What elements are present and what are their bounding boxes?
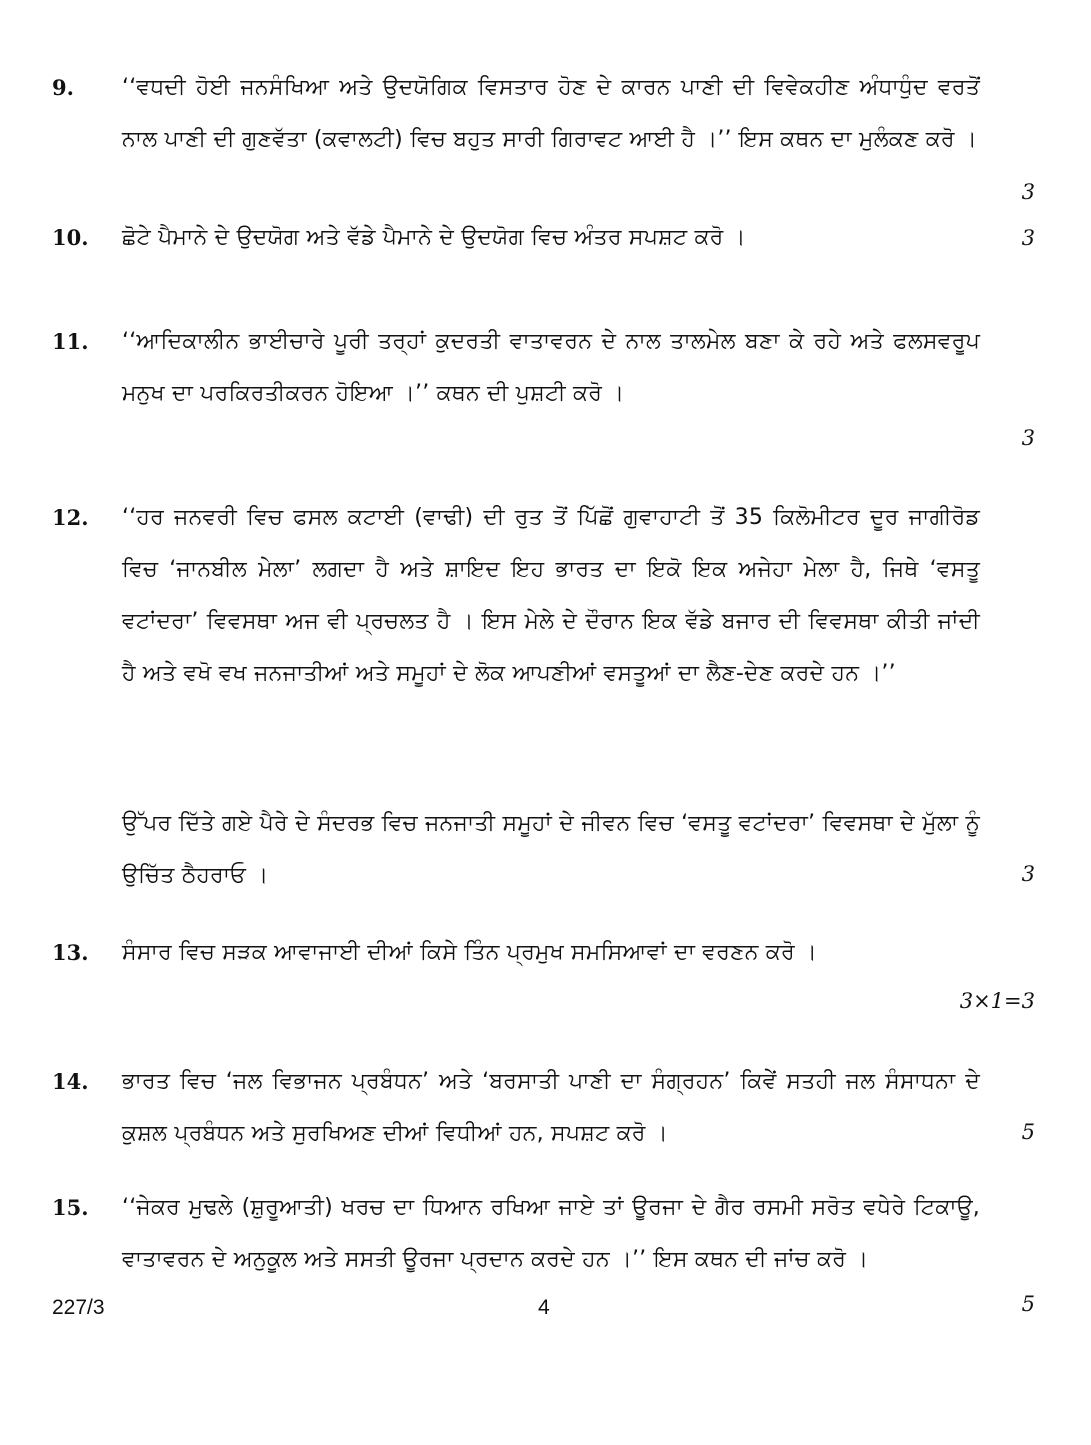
question-marks: 3 [1021, 862, 1035, 886]
question-text: ਭਾਰਤ ਵਿਚ ‘ਜਲ ਵਿਭਾਜਨ ਪ੍ਰਬੰਧਨ’ ਅਤੇ ‘ਬਰਸਾਤੀ ਪਾਣੀ ਦਾ ਸੰਗ੍ਰਹਨ’ ਕਿਵੇਂ ਸਤਹੀ ਜਲ ਸੰਸਾਧਨਾ ਦੇ ਕੁਸ਼ਲ ਪ੍ਰਬੰਧਨ ਅਤੇ ਸੁਰਖਿਅਣ ਦੀਆਂ ਵਿਧੀਆਂ ਹਨ, ਸਪਸ਼ਟ ਕਰੋ । [122, 1069, 980, 1146]
question-text: ‘‘ਜੇਕਰ ਮੁਢਲੇ (ਸ਼ੁਰੂਆਤੀ) ਖਰਚ ਦਾ ਧਿਆਨ ਰਖਿਆ ਜਾਏ ਤਾਂ ਊਰਜਾ ਦੇ ਗੈਰ ਰਸਮੀ ਸਰੋਤ ਵਧੇਰੇ ਟਿਕਾਊ, ਵਾਤਾਵਰਨ ਦੇ ਅਨੁਕੂਲ ਅਤੇ ਸਸਤੀ ਊਰਜਾ ਪ੍ਰਦਾਨ ਕਰਦੇ ਹਨ ।’’ ਇਸ ਕਥਨ ਦੀ ਜਾਂਚ ਕਰੋ । [122, 1195, 980, 1272]
question-marks: 3 [1021, 180, 1035, 204]
question-text: ਸੰਸਾਰ ਵਿਚ ਸੜਕ ਆਵਾਜਾਈ ਦੀਆਂ ਕਿਸੇ ਤਿੰਨ ਪ੍ਰਮੁਖ ਸਮਸਿਆਵਾਂ ਦਾ ਵਰਣਨ ਕਰੋ । [122, 940, 818, 965]
question-number: 9. [52, 75, 74, 100]
question-marks: 3×1=3 [959, 989, 1035, 1013]
paper-code: 227/3 [52, 1296, 105, 1319]
question-marks: 3 [1021, 226, 1035, 250]
question-number: 11. [52, 329, 89, 354]
question-marks: 3 [1021, 426, 1035, 450]
question-number: 13. [52, 940, 89, 965]
question-text: ‘‘ਹਰ ਜਨਵਰੀ ਵਿਚ ਫਸਲ ਕਟਾਈ (ਵਾਢੀ) ਦੀ ਰੁਤ ਤੋਂ ਪਿੱਛੋਂ ਗੁਵਾਹਾਟੀ ਤੋਂ 35 ਕਿਲੋਮੀਟਰ ਦੂਰ ਜਾਗੀਰੋਡ ਵਿਚ ‘ਜਾਨਬੀਲ ਮੇਲਾ’ ਲਗਦਾ ਹੈ ਅਤੇ ਸ਼ਾਇਦ ਇਹ ਭਾਰਤ ਦਾ ਇਕੋ ਇਕ ਅਜੇਹਾ ਮੇਲਾ ਹੈ, ਜਿਥੇ ‘ਵਸਤੂ ਵਟਾਂਦਰਾ’ ਵਿਵਸਥਾ ਅਜ ਵੀ ਪ੍ਰਚਲਤ ਹੈ । ਇਸ ਮੇਲੇ ਦੇ ਦੌਰਾਨ ਇਕ ਵੱਡੇ ਬਜਾਰ ਦੀ ਵਿਵਸਥਾ ਕੀਤੀ ਜਾਂਦੀ ਹੈ ਅਤੇ ਵਖੋ ਵਖ ਜਨਜਾਤੀਆਂ ਅਤੇ ਸਮੂਹਾਂ ਦੇ ਲੋਕ ਆਪਣੀਆਂ ਵਸਤੂਆਂ ਦਾ ਲੈਣ-ਦੇਣ ਕਰਦੇ ਹਨ ।’’ [122, 505, 980, 686]
page-number: 4 [538, 1296, 550, 1319]
question-marks: 5 [1021, 1292, 1035, 1316]
question-text: ਛੋਟੇ ਪੈਮਾਨੇ ਦੇ ਉਦਯੋਗ ਅਤੇ ਵੱਡੇ ਪੈਮਾਨੇ ਦੇ ਉਦਯੋਗ ਵਿਚ ਅੰਤਰ ਸਪਸ਼ਟ ਕਰੋ । [122, 225, 746, 250]
question-text: ‘‘ਆਦਿਕਾਲੀਨ ਭਾਈਚਾਰੇ ਪੂਰੀ ਤਰ੍ਹਾਂ ਕੁਦਰਤੀ ਵਾਤਾਵਰਨ ਦੇ ਨਾਲ ਤਾਲਮੇਲ ਬਣਾ ਕੇ ਰਹੇ ਅਤੇ ਫਲਸਵਰੂਪ ਮਨੁਖ ਦਾ ਪਰਕਿਰਤੀਕਰਨ ਹੋਇਆ ।’’ ਕਥਨ ਦੀ ਪੁਸ਼ਟੀ ਕਰੋ । [122, 329, 980, 406]
question-number: 10. [52, 225, 89, 250]
question-number: 15. [52, 1195, 89, 1220]
question-text-continued: ਉੱਪਰ ਦਿੱਤੇ ਗਏ ਪੈਰੇ ਦੇ ਸੰਦਰਭ ਵਿਚ ਜਨਜਾਤੀ ਸਮੂਹਾਂ ਦੇ ਜੀਵਨ ਵਿਚ ‘ਵਸਤੂ ਵਟਾਂਦਰਾ’ ਵਿਵਸਥਾ ਦੇ ਮੁੱਲਾ ਨੂੰ ਉਚਿੱਤ ਠੈਹਰਾਓ । [122, 811, 980, 888]
question-marks: 5 [1021, 1120, 1035, 1144]
question-number: 14. [52, 1069, 89, 1094]
question-text: ‘‘ਵਧਦੀ ਹੋਈ ਜਨਸੰਖਿਆ ਅਤੇ ਉਦਯੋਗਿਕ ਵਿਸਤਾਰ ਹੋਣ ਦੇ ਕਾਰਨ ਪਾਣੀ ਦੀ ਵਿਵੇਕਹੀਣ ਅੰਧਾਧੁੰਦ ਵਰਤੋਂ ਨਾਲ ਪਾਣੀ ਦੀ ਗੁਣਵੱਤਾ (ਕਵਾਲਟੀ) ਵਿਚ ਬਹੁਤ ਸਾਰੀ ਗਿਰਾਵਟ ਆਈ ਹੈ ।’’ ਇਸ ਕਥਨ ਦਾ ਮੁਲੰਕਣ ਕਰੋ । [122, 75, 980, 152]
question-number: 12. [52, 505, 89, 530]
